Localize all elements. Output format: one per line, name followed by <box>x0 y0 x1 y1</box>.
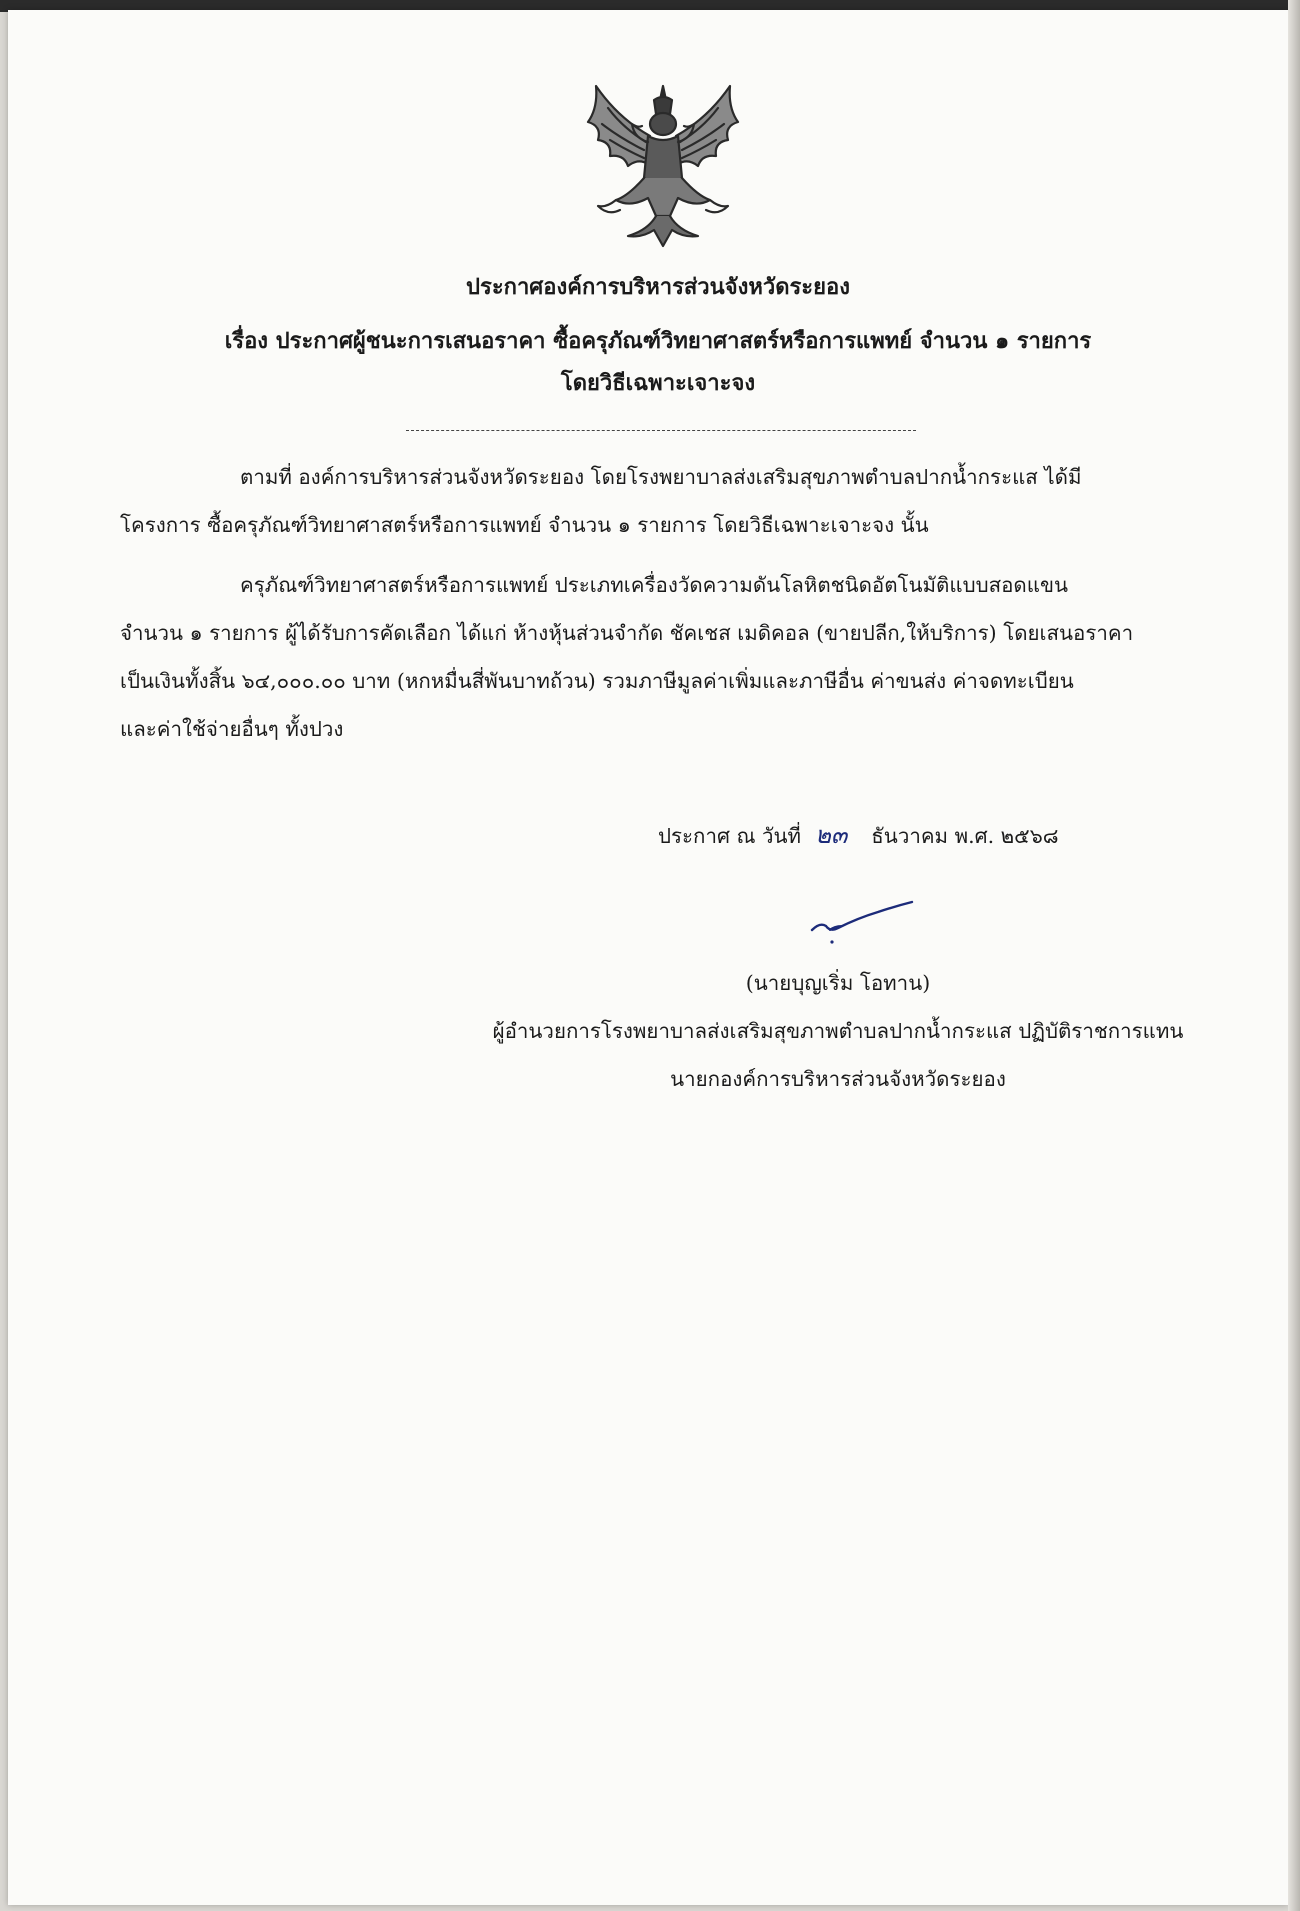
signatory-name: (นายบุญเริ่ม โอทาน) <box>745 971 931 995</box>
paragraph-2-line-4: และค่าใช้จ่ายอื่นๆ ทั้งปวง <box>120 717 344 741</box>
paragraph-2-line-1: ครุภัณฑ์วิทยาศาสตร์หรือการแพทย์ ประเภทเครื่องวัดความดันโลหิตชนิดอัตโนมัติแบบสอดแขน <box>240 573 1068 597</box>
scan-right-edge <box>1288 0 1300 1911</box>
date-month-year: ธันวาคม พ.ศ. ๒๕๖๘ <box>871 824 1059 848</box>
announcement-date <box>658 820 1059 851</box>
garuda-emblem-icon <box>568 78 758 256</box>
date-prefix: ประกาศ ณ วันที่ <box>658 824 802 848</box>
paragraph-1-line-1: ตามที่ องค์การบริหารส่วนจังหวัดระยอง โดยโรงพยาบาลส่งเสริมสุขภาพตำบลปากน้ำกระแส ได้มี <box>240 465 1082 489</box>
paragraph-2-line-2: จำนวน ๑ รายการ ผู้ได้รับการคัดเลือก ได้แก่ ห้างหุ้นส่วนจำกัด ชัคเชส เมดิคอล (ขายปลีก,ให้บริการ) โดยเสนอราคา <box>120 621 1134 645</box>
paragraph-1-line-2: โครงการ ซื้อครุภัณฑ์วิทยาศาสตร์หรือการแพทย์ จำนวน ๑ รายการ โดยวิธีเฉพาะเจาะจง นั้น <box>120 513 929 537</box>
announcement-title: ประกาศองค์การบริหารส่วนจังหวัดระยอง <box>466 274 850 300</box>
document-page <box>8 10 1288 1905</box>
paragraph-2-line-3: เป็นเงินทั้งสิ้น ๖๔,๐๐๐.๐๐ บาท (หกหมื่นสี่พันบาทถ้วน) รวมภาษีมูลค่าเพิ่มและภาษีอื่น ค่าขนส่ง ค่าจดทะเบียน <box>120 669 1074 693</box>
procurement-method: โดยวิธีเฉพาะเจาะจง <box>560 370 756 396</box>
handwritten-signature-icon <box>808 896 918 948</box>
signatory-position-line-1: ผู้อำนวยการโรงพยาบาลส่งเสริมสุขภาพตำบลปากน้ำกระแส ปฏิบัติราชการแทน <box>492 1019 1184 1043</box>
announcement-subject: เรื่อง ประกาศผู้ชนะการเสนอราคา ซื้อครุภัณฑ์วิทยาศาสตร์หรือการแพทย์ จำนวน ๑ รายการ <box>224 328 1092 354</box>
signatory-position-line-2: นายกองค์การบริหารส่วนจังหวัดระยอง <box>670 1067 1006 1091</box>
handwritten-day: ๒๓ <box>815 821 848 849</box>
header-divider <box>406 430 916 431</box>
